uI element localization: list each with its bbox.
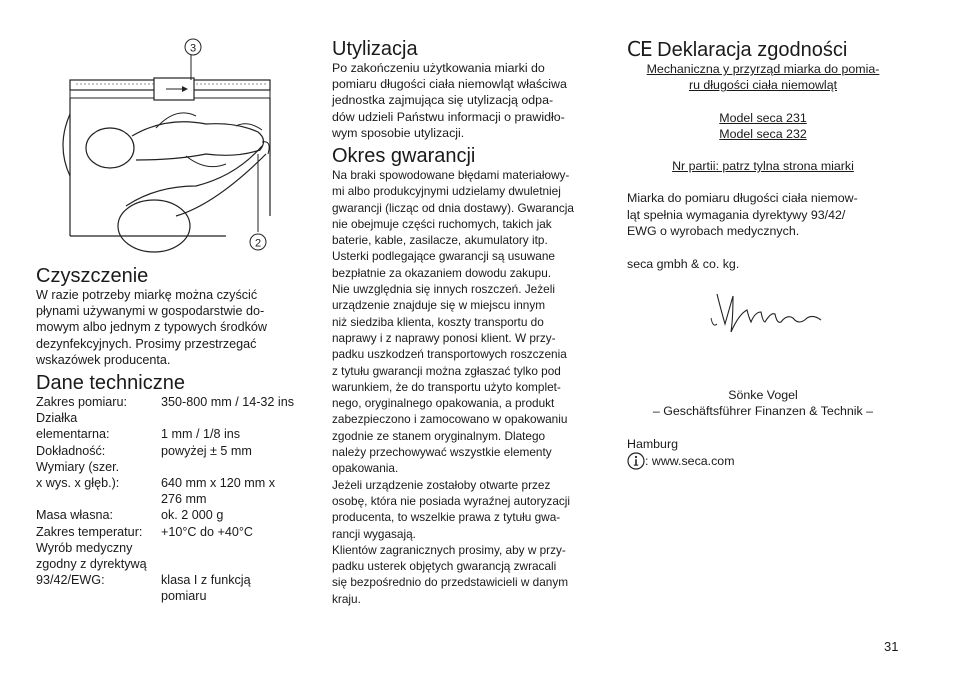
signer-name: Sönke Vogel [728,388,798,402]
website-row [627,452,899,470]
spec-key: Masa własna: [36,508,113,523]
table-row [36,540,294,605]
warranty-line: Klientów zagranicznych prosimy, aby w przy- [332,542,566,557]
cleaning-line: mowym albo jednym z typowych środków [36,320,267,335]
spec-value: 640 mm x 120 mm x [161,476,276,490]
warranty-line: opakowania. [332,461,399,476]
cleaning-text [36,287,306,368]
warranty-line: Na braki spowodowane błędami materiałowy- [332,168,570,182]
website-link[interactable]: : www.seca.com [645,453,735,468]
warranty-heading: Okres gwarancji [332,145,476,167]
spec-key: Wymiary (szer. [36,459,120,474]
warranty-line: naprawy i z naprawy ponosi klient. W przy- [332,330,556,345]
info-icon [627,452,645,470]
city: Hamburg [627,436,678,451]
spec-key: elementarna: [36,427,110,442]
declaration-product [627,61,899,174]
warranty-line: warunkiem, że do transportu użyto komplet- [332,379,561,394]
spec-value: ok. 2 000 g [161,508,224,523]
table-row [36,443,294,459]
table-row [36,459,294,508]
cleaning-heading: Czyszczenie [36,265,149,287]
warranty-line: osobę, która nie posiada wyraźnej autoryzacji [332,493,571,508]
product-line: ru długości ciała niemowląt [688,78,838,93]
warranty-line: Nie uwzględnia się innych roszczeń. Jeżeli [332,282,555,297]
statement-line: EWG o wyrobach medycznych. [627,223,800,238]
model-line: Model seca 232 [719,126,807,141]
spec-value: +10°C do +40°C [161,524,253,539]
warranty-line: baterie, kable, zasilacze, akumulatory itp. [332,233,548,248]
disposal-heading: Utylizacja [332,38,418,60]
declaration-statement [627,190,899,239]
spec-key: zgodny z dyrektywą [36,557,147,572]
warranty-line: Usterki podlegające gwarancji są usuwane [332,249,555,264]
spec-value: klasa I z funkcją [161,573,251,588]
disposal-line: dów udzieli Państwu informacji o prawidło- [332,109,565,124]
disposal-line: wym sposobie utylizacji. [332,125,465,140]
spec-value: pomiaru [161,589,207,604]
spec-value: 1 mm / 1/8 ins [161,427,241,442]
warranty-line: niż siedziba klienta, koszty transportu do [332,314,544,329]
declaration-heading: Deklaracja zgodności [657,39,848,61]
cleaning-line: W razie potrzeby miarkę można czyścić [36,288,258,302]
table-row [36,394,294,410]
spec-value: powyżej ± 5 mm [161,443,252,458]
page-number: 31 [884,639,899,654]
spec-key: Dokładność: [36,443,106,458]
warranty-line: padku usterek objętych gwarancją zwracali [332,559,557,574]
table-row [36,507,294,523]
warranty-line: zgodnie ze stanem oryginalnym. Dlatego [332,428,546,443]
warranty-line: należy przechowywać wszystkie elementy [332,445,552,460]
warranty-line: producenta, to wszelkie prawa z tytułu gwa- [332,510,561,525]
spec-key: Wyrób medyczny [36,540,133,555]
cleaning-line: płynami używanymi w gospodarstwie do- [36,304,265,319]
statement-line: Miarka do pomiaru długości ciała niemow- [627,191,858,206]
warranty-line: się bezpośrednio do przedstawicieli w danym [332,575,569,590]
infant-measuring-illustration [36,36,306,264]
warranty-line: padku uszkodzeń transportowych roszczenia [332,347,567,362]
warranty-line: zabezpieczono i zamocowano w opakowaniu [332,412,568,427]
disposal-text [332,60,606,141]
warranty-line: urządzenie znajduje się w miejscu innym [332,298,546,313]
warranty-line: bezpłatnie za okazaniem dowodu zakupu. [332,265,552,280]
spec-key: 93/42/EWG: [36,573,105,588]
product-line: Mechaniczna y przyrząd miarka do pomia- [646,62,880,76]
statement-line: ląt spełnia wymagania dyrektywy 93/42/ [627,207,846,222]
warranty-text [332,167,606,607]
spec-key: Zakres pomiaru: [36,395,127,409]
company-name: seca gmbh & co. kg. [627,257,740,271]
warranty-line: Jeżeli urządzenie zostałoby otwarte przez [332,477,551,492]
warranty-line: kraju. [332,591,361,606]
declaration-heading-row [627,38,899,61]
disposal-line: Po zakończeniu użytkowania miarki do [332,61,545,75]
spec-value: 350-800 mm / 14-32 ins [161,395,295,409]
table-row [36,410,294,442]
technical-heading: Dane techniczne [36,372,185,394]
disposal-line: pomiaru długości ciała niemowląt właściwa [332,77,567,92]
disposal-line: jednostka zajmująca się utylizacją odpa- [332,93,554,108]
batch-line: Nr partii: patrz tylna strona miarki [672,159,854,174]
warranty-line: mi albo produkcyjnymi udzielamy dwuletniej [332,184,561,199]
spec-key: Zakres temperatur: [36,524,143,539]
technical-data-table [36,394,294,605]
model-line: Model seca 231 [719,110,807,125]
cleaning-line: wskazówek producenta. [36,352,171,367]
warranty-line: rancji wygasają. [332,526,416,541]
warranty-line: nie obejmuje części ruchomych, takich jak [332,216,552,231]
callout-2-label: 2 [254,237,262,250]
spec-key: x wys. x głęb.): [36,476,120,491]
table-row [36,524,294,540]
warranty-line: nego, oryginalnego opakowania, a produkt [332,396,555,411]
warranty-line: z tytułu gwarancji można zgłaszać tylko pod [332,363,561,378]
signer-title: – Geschäftsführer Finanzen & Technik – [652,404,874,419]
cleaning-line: dezynfekcyjnych. Prosimy przestrzegać [36,336,257,351]
spec-value: 276 mm [161,492,207,507]
ce-mark-icon: CE [627,37,652,61]
spec-key: Działka [36,411,78,426]
signature [709,288,829,338]
warranty-line: gwarancji (licząc od dnia dostawy). Gwarancja [332,200,574,215]
callout-3-label: 3 [189,42,197,55]
